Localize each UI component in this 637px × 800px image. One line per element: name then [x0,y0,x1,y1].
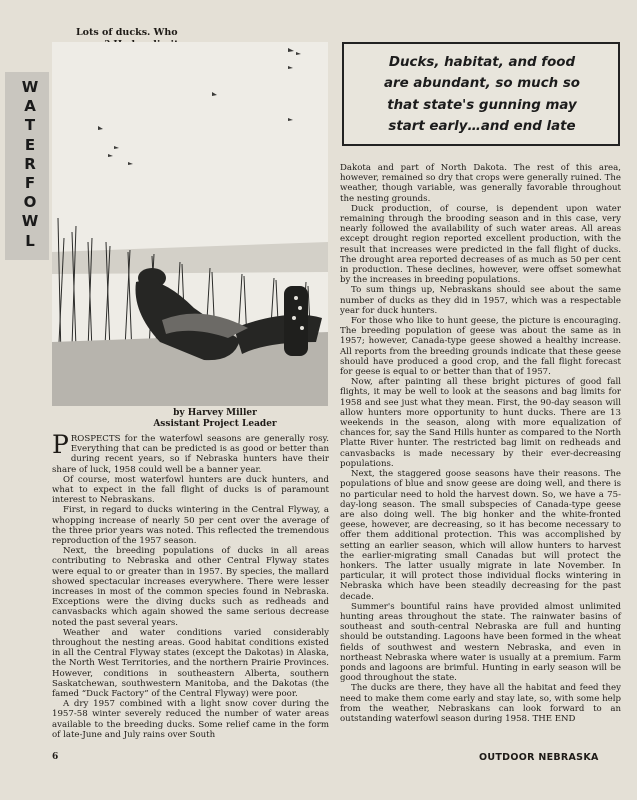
section-letter: F [24,174,36,193]
article-paragraph: Weather and water conditions varied considerably throughout the nesting areas. Good habitat conditions existed in all the Central Flyway states (except the Dakotas) in Alaska, the North West Territories, and the northern Prairie Provinces. However, conditions in southeastern Alberta, southern Saskatchewan, southwestern Manitoba, and the Dakotas (the famed “Duck Factory” of the Central Flyway) were poor. [52,627,329,700]
article-paragraph: First, in regard to ducks wintering in the Central Flyway, a whopping increase of nearly 50 per cent over the average of the three prior years was noted. This reflected the tremendous reproduction of the 1957 season. [52,505,329,547]
headline-line: are abundant, so much so [384,76,580,92]
article-headline [356,52,608,138]
article-paragraph: Now, after painting all these bright pictures of good fall flights, it may be well to look at the seasons and bag limits for 1958 and see just what they mean. First, the 90-day season will allow hunters more opportunity to hunt ducks. There are 13 weekends in the season, along with more equalization of chances for, say the Sand Hills hunter as compared to the North Platte River hunter. The restricted bag limit on redheads and canvasbacks is made necessary by their ever-decreasing populations. [340,377,622,469]
caption-line: Lots of ducks. Who [76,27,178,38]
section-letter: R [24,154,36,173]
article-paragraph: Next, the breeding populations of ducks in all areas contributing to Nebraska and other Central Flyway states were equal to or greater than in 1957. By species, the mallard showed spectacular increases everywhere. There were lesser increases in most of the common species found in Nebraska. Exceptions were the diving ducks such as redheads and canvasbacks which again showed the same serious decrease noted the past several years. [52,546,329,628]
headline-line: that state's gunning may [387,97,577,113]
section-title-waterfowl [10,78,50,251]
hunter-photo [52,42,328,406]
article-paragraph: Summer's bountiful rains have provided almost unlimited hunting areas throughout the state. The rainwater basins of southeast and south-central Nebraska are full and hunting should be outstanding. Lagoons have been formed in the wheat fields of southwest and western Nebraska, and even in northeast Nebraska where water is usually at a premium. Farm ponds and lagoons are brimful. Hunting in early season will be good throughout the state. [340,601,621,684]
publication-name: OUTDOOR NEBRASKA [479,752,599,763]
article-paragraph [52,430,329,475]
section-letter: W [21,212,39,231]
section-letter: E [24,135,36,154]
article-paragraph: A dry 1957 combined with a light snow cover during the 1957-58 winter severely reduced the number of water areas available to the breeding ducks. Some relief came in the form of late-June and July rains over South [52,699,329,740]
article-paragraph: Duck production, of course, is dependent upon water remaining through the brooding season and in this case, very nearly followed the availability of such water areas. All areas except drought region reported excellent production, with the result that increases were predicted in the fall flight of ducks. The drought area reported decreases of as much as 50 per cent in production. These declines, however, were offset somewhat by the increases in breeding populations. [340,203,621,286]
article-paragraph: Next, the staggered goose seasons have their reasons. The populations of blue and snow geese are doing well, and there is no particular need to hold the harvest down. So, we have a 75-day-long season. The small subspecies of Canada-type geese are also doing well. The big honker and the white-fronted geese, however, are decreasing, so it has become necessary to offer them additional protection. This was accomplished by setting an earlier season, which will allow hunters to harvest the earlier-migrating small Canadas but will protect the honkers. The latter usually migrate in late November. In particular, it will protect those individual flocks wintering in Nebraska which have been steadily decreasing for the past decade. [340,469,621,602]
page-number: 6 [52,752,59,762]
article-paragraph: To sum things up, Nebraskans should see about the same number of ducks as they did in 1957, which was a respectable year for duck hunters. [340,285,621,316]
section-letter: L [25,231,35,250]
article-column-right [340,163,621,724]
author-title: Assistant Project Leader [153,419,277,429]
headline-box [342,42,620,146]
article-paragraph: Of course, most waterfowl hunters are duck hunters, and what to expect in the fall flight of ducks is of paramount interest to Nebraskans. [52,474,329,506]
section-letter: A [24,97,36,116]
article-paragraph: The ducks are there, they have all the habitat and feed they need to make them come early and stay late, so, with some help from the weather, Nebraskans can look forward to an outstanding waterfowl season during 1958. THE END [340,683,621,724]
headline-line: Ducks, habitat, and food [388,55,576,70]
article-paragraph: For those who like to hunt geese, the picture is encouraging. The breeding population of geese was about the same as in 1957; however, Canada-type geese showed a healthy increase. All reports from the breeding grounds indicate that these geese should have produced a good crop, and the fall flight forecast for geese is equal to or better than that of 1957. [340,316,621,378]
article-column-left [52,430,329,740]
paragraph-text: ROSPECTS for the waterfowl seasons are generally rosy. Everything that can be predicted is as good or better than during recent years, so if Nebraska hunters have their share of luck, 1958 could well be a banner year. [52,434,329,475]
drop-cap: P [52,430,69,459]
article-paragraph: Dakota and part of North Dakota. The rest of this area, however, remained so dry that crops were generally ruined. The weather, though variable, was generally favorable throughout the nesting grounds. [340,163,621,204]
section-letter: T [24,116,36,135]
author-name: by Harvey Miller [173,408,257,418]
headline-line: start early…and end late [388,119,576,135]
section-letter: W [21,78,39,96]
section-letter: O [23,193,37,212]
byline [150,408,280,430]
